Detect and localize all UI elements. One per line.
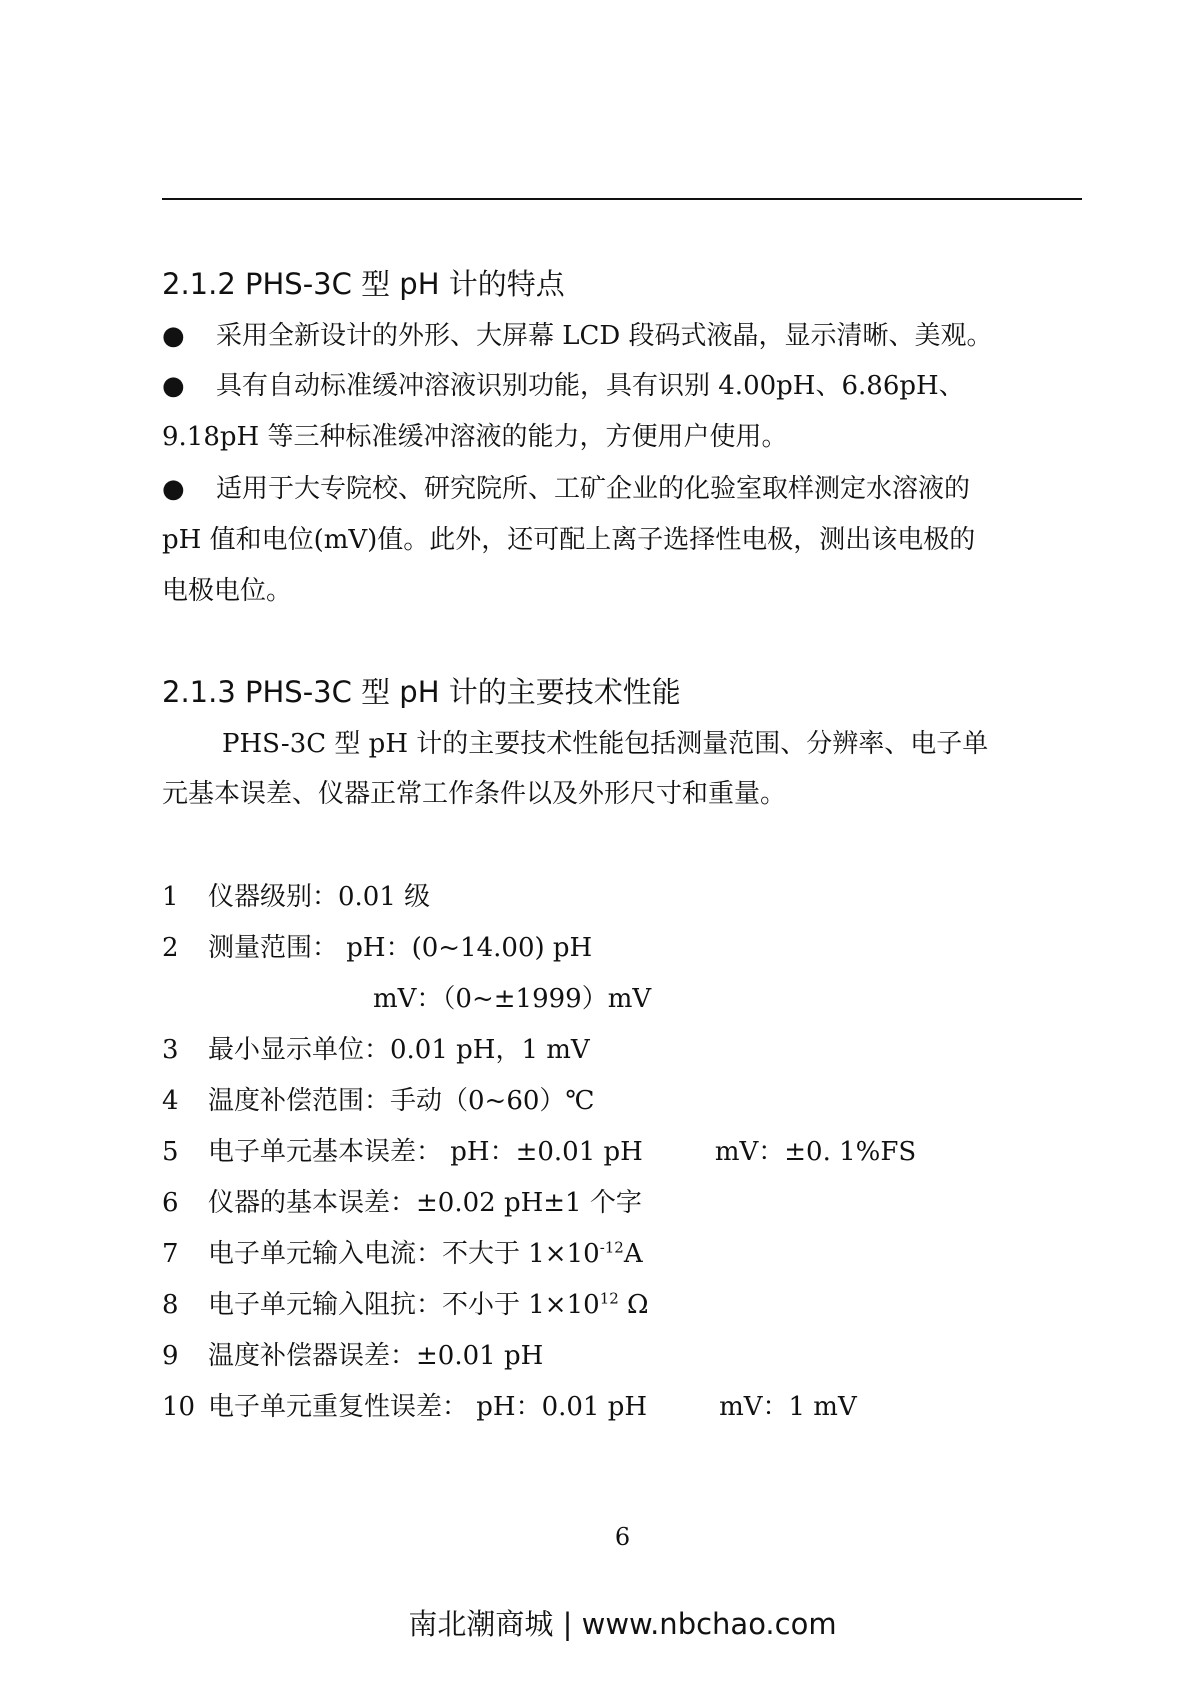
spec-exponent: 12 <box>599 1289 619 1308</box>
bullet-dot-icon: ● <box>162 474 185 504</box>
spec-item-2 <box>162 929 592 967</box>
spec-number: 10 <box>162 1392 196 1422</box>
spec-number: 5 <box>162 1137 179 1167</box>
spec-text: 电子单元输入阻抗：不小于 1×10 <box>208 1290 600 1320</box>
spec-number: 1 <box>162 882 179 912</box>
spec-text: 仪器的基本误差：±0.02 pH±1 个字 <box>208 1188 642 1218</box>
intro-paragraph: PHS-3C 型 pH 计的主要技术性能包括测量范围、分辨率、电子单 <box>222 729 989 759</box>
spec-item-10 <box>162 1388 857 1426</box>
header-rule <box>162 198 1082 200</box>
bullet-dot-icon: ● <box>162 371 185 401</box>
section-heading-213: 2.1.3 PHS-3C 型 pH 计的主要技术性能 <box>162 675 681 709</box>
spec-text: 最小显示单位：0.01 pH，1 mV <box>208 1035 590 1065</box>
spec-item-5 <box>162 1133 916 1171</box>
page-number: 6 <box>614 1523 631 1551</box>
spec-item-2-mv: mV：（0~±1999）mV <box>373 984 652 1014</box>
intro-paragraph-continued: 元基本误差、仪器正常工作条件以及外形尺寸和重量。 <box>162 779 787 809</box>
spec-unit: Ω <box>618 1290 649 1320</box>
spec-text: 温度补偿范围：手动（0~60）℃ <box>208 1086 595 1116</box>
spec-text: 电子单元基本误差： pH：±0.01 pH <box>208 1137 643 1167</box>
spec-item-7 <box>162 1235 643 1273</box>
spec-text: 电子单元重复性误差： pH：0.01 pH <box>208 1392 648 1422</box>
spec-number: 8 <box>162 1290 179 1320</box>
bullet-dot-icon: ● <box>162 321 185 351</box>
bullet-item-3 <box>162 470 970 508</box>
spec-item-6 <box>162 1184 642 1222</box>
spec-text: 温度补偿器误差：±0.01 pH <box>208 1341 544 1371</box>
spec-item-1 <box>162 878 430 916</box>
spec-unit: A <box>623 1239 643 1269</box>
bullet-item-2 <box>162 367 965 405</box>
spec-item-9 <box>162 1337 543 1375</box>
spec-number: 2 <box>162 933 179 963</box>
spec-number: 4 <box>162 1086 179 1116</box>
bullet-item-3-continued: pH 值和电位(mV)值。此外，还可配上离子选择性电极，测出该电极的 <box>162 525 976 555</box>
spec-mv-value: mV：±0. 1%FS <box>714 1137 917 1167</box>
spec-text: 电子单元输入电流：不大于 1×10 <box>208 1239 600 1269</box>
bullet-item-1 <box>162 317 993 355</box>
footer-watermark: 南北潮商城 | www.nbchao.com <box>408 1607 837 1641</box>
spec-number: 3 <box>162 1035 179 1065</box>
spec-number: 6 <box>162 1188 179 1218</box>
spec-number: 9 <box>162 1341 179 1371</box>
spec-exponent: -12 <box>599 1238 624 1257</box>
bullet-item-2-continued: 9.18pH 等三种标准缓冲溶液的能力，方便用户使用。 <box>162 422 788 452</box>
spec-mv-value: mV：1 mV <box>719 1392 857 1422</box>
spec-item-8 <box>162 1286 649 1324</box>
bullet-item-3-continued: 电极电位。 <box>162 576 293 606</box>
section-heading-212: 2.1.2 PHS-3C 型 pH 计的特点 <box>162 267 565 301</box>
bullet-text: 采用全新设计的外形、大屏幕 LCD 段码式液晶，显示清晰、美观。 <box>216 321 993 351</box>
bullet-text: 适用于大专院校、研究院所、工矿企业的化验室取样测定水溶液的 <box>216 474 971 504</box>
spec-text: 仪器级别：0.01 级 <box>208 882 431 912</box>
spec-number: 7 <box>162 1239 179 1269</box>
bullet-text: 具有自动标准缓冲溶液识别功能，具有识别 4.00pH、6.86pH、 <box>216 371 965 401</box>
spec-text: 测量范围： pH：(0~14.00) pH <box>208 933 593 963</box>
spec-item-4 <box>162 1082 595 1120</box>
spec-item-3 <box>162 1031 590 1069</box>
